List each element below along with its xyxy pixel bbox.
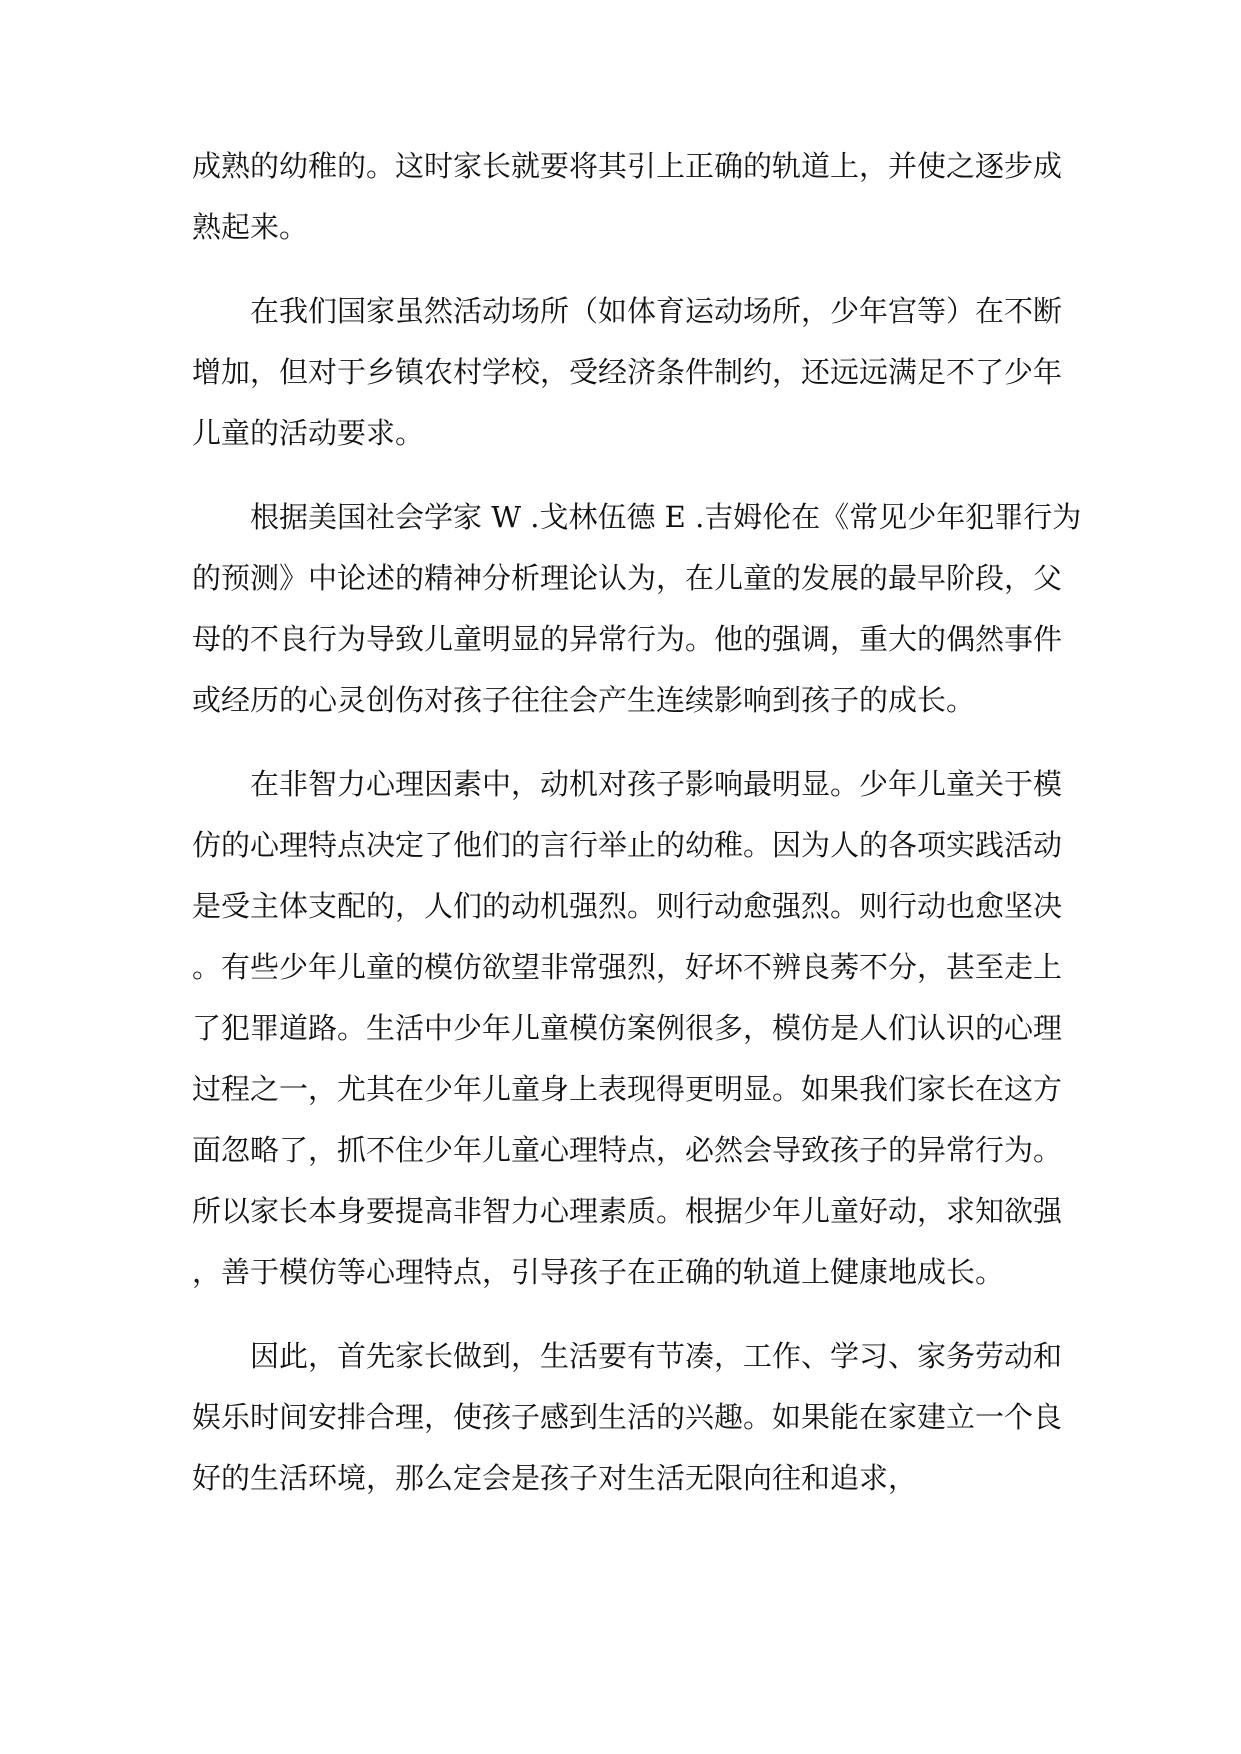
text-line: 儿童的活动要求。: [192, 416, 425, 450]
text-line: 或经历的心灵创伤对孩子往往会产生连续影响到孩子的成长。: [192, 683, 976, 717]
text-line: 成熟的幼稚的。这时家长就要将其引上正确的轨道上，并使之逐步成: [192, 149, 1063, 183]
text-line: 所以家长本身要提高非智力心理素质。根据少年儿童好动，求知欲强: [192, 1194, 1063, 1228]
text-line: 的预测》中论述的精神分析理论认为，在儿童的发展的最早阶段，父: [192, 561, 1063, 595]
text-line: 过程之一，尤其在少年儿童身上表现得更明显。如果我们家长在这方: [192, 1072, 1063, 1106]
text-line: 面忽略了，抓不住少年儿童心理特点，必然会导致孩子的异常行为。: [192, 1133, 1063, 1167]
text-line: ，善于模仿等心理特点，引导孩子在正确的轨道上健康地成长。: [192, 1255, 1005, 1289]
text-line: 。有些少年儿童的模仿欲望非常强烈，好坏不辨良莠不分，甚至走上: [192, 950, 1063, 984]
text-line: 增加，但对于乡镇农村学校，受经济条件制约，还远远满足不了少年: [192, 355, 1063, 389]
text-line: 因此，首先家长做到，生活要有节凑，工作、学习、家务劳动和: [250, 1339, 1063, 1373]
text-line: 仿的心理特点决定了他们的言行举止的幼稚。因为人的各项实践活动: [192, 828, 1063, 862]
text-line: 了犯罪道路。生活中少年儿童模仿案例很多，模仿是人们认识的心理: [192, 1011, 1063, 1045]
text-line: 在我们国家虽然活动场所（如体育运动场所，少年宫等）在不断: [250, 294, 1063, 328]
text-line: 好的生活环境，那么定会是孩子对生活无限向往和追求，: [192, 1461, 918, 1495]
text-line: 娱乐时间安排合理，使孩子感到生活的兴趣。如果能在家建立一个良: [192, 1400, 1063, 1434]
text-line: 熟起来。: [192, 210, 309, 244]
text-line: 母的不良行为导致儿童明显的异常行为。他的强调，重大的偶然事件: [192, 622, 1063, 656]
text-line: 在非智力心理因素中，动机对孩子影响最明显。少年儿童关于模: [250, 767, 1063, 801]
text-line: 是受主体支配的，人们的动机强烈。则行动愈强烈。则行动也愈坚决: [192, 889, 1063, 923]
text-line: 根据美国社会学家 W .戈林伍德 E .吉姆伦在《常见少年犯罪行为: [250, 500, 1082, 534]
